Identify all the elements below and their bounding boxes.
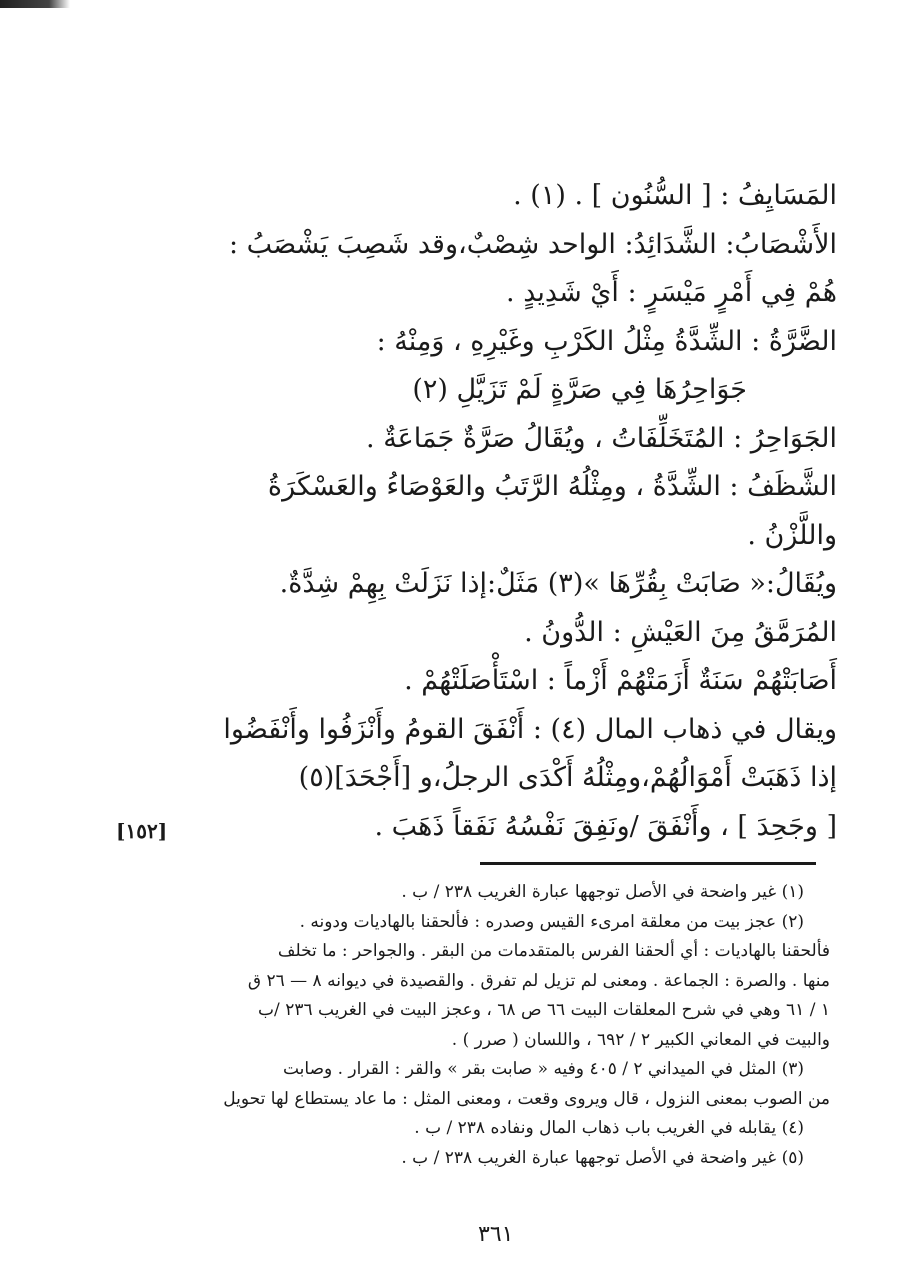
footnote-line: منها . والصرة : الجماعة . ومعنى لم تزيل لم تفرق . والقصيدة في ديوانه ٨ — ٢٦ ق <box>247 970 830 991</box>
text-line: الشَّظَفُ : الشِّدَّةُ ، ومِثْلُهُ الرَّتَبُ والعَوْصَاءُ والعَسْكَرَةُ <box>267 471 837 502</box>
text-line: واللَّزْنُ . <box>747 519 837 551</box>
text-line: أَصَابَتْهُمْ سَنَةٌ أَزَمَتْهُمْ أَزْماً : اسْتَأْصَلَتْهُمْ . <box>404 665 837 696</box>
text-line: الأَشْصَابُ: الشَّدَائِدُ: الواحد شِصْبٌ،وقد شَصِبَ يَشْصَبُ : <box>228 228 837 260</box>
footnote-separator-rule <box>480 862 816 865</box>
footnote-line: (٥) غير واضحة في الأصل توجهها عبارة الغريب ٢٣٨ / ب . <box>401 1147 804 1168</box>
text-line: الجَوَاحِرُ : المُتَخَلِّفَاتُ ، ويُقَالُ صَرَّةٌ جَمَاعَةٌ . <box>366 422 837 454</box>
footnote-line: (١) غير واضحة في الأصل توجهها عبارة الغريب ٢٣٨ / ب . <box>401 882 804 902</box>
manuscript-folio-reference: [١٥٢] <box>116 819 168 843</box>
text-line: إذا ذَهَبَتْ أَمْوَالُهُمْ،ومِثْلُهُ أَكْدَى الرجلُ،و [أَجْحَدَ](٥) <box>298 762 837 793</box>
footnotes-block <box>190 878 830 1173</box>
footnote-line: (٢) عجز بيت من معلقة امرىء القيس وصدره : فألحقنا بالهاديات ودونه . <box>299 911 804 932</box>
footnote-line: ١ / ٦١ وهي في شرح المعلقات البيت ٦٦ ص ٦٨ ، وعجز البيت في الغريب ٢٣٦ /ب <box>258 1000 830 1020</box>
main-text-body <box>157 172 837 851</box>
footnote-line: فألحقنا بالهاديات : أي ألحقنا الفرس بالمتقدمات من البقر . والجواحر : ما تخلف <box>277 941 830 961</box>
page-number: ٣٦١ <box>478 1222 514 1247</box>
footnote-line: (٣) المثل في الميداني ٢ / ٤٠٥ وفيه « صابت بقر » والقر : القرار . وصابت <box>282 1059 804 1079</box>
footnote-line: من الصوب بمعنى النزول ، قال ويروى وقعت ، ومعنى المثل : ما عاد يستطاع لها تحويل <box>223 1088 830 1109</box>
verse-line: جَوَاحِرُهَا فِي صَرَّةٍ لَمْ تَزَيَّلِ (٢) <box>412 374 747 405</box>
text-line: المَسَايِفُ : [ السُّنُون ] . (١) . <box>513 180 837 211</box>
scan-edge-mark <box>0 0 70 8</box>
footnote-line: (٤) يقابله في الغريب باب ذهاب المال ونفاده ٢٣٨ / ب . <box>414 1118 804 1138</box>
text-line: المُرَمَّقُ مِنَ العَيْشِ : الدُّونُ . <box>524 616 837 648</box>
text-line: ويقال في ذهاب المال (٤) : أَنْفَقَ القومُ وأَنْزَفُوا وأَنْفَضُوا <box>223 713 837 745</box>
text-line: ويُقَالُ:« صَابَتْ بِقُرِّهَا »(٣) مَثَلٌ:إذا نَزَلَتْ بِهِمْ شِدَّةٌ. <box>279 568 837 599</box>
footnote-line: والبيت في المعاني الكبير ٢ / ٦٩٢ ، واللسان ( صرر ) . <box>451 1029 830 1050</box>
text-line: [ وجَحِدَ ] ، وأَنْفَقَ /ونَفِقَ نَفْسُهُ نَفَقاً ذَهَبَ . <box>374 810 837 842</box>
text-line: الضَّرَّةُ : الشِّدَّةُ مِثْلُ الكَرْبِ وغَيْرِهِ ، وَمِنْهُ : <box>376 325 837 357</box>
text-line: هُمْ فِي أَمْرٍ مَيْسَرٍ : أَيْ شَدِيدٍ . <box>506 277 837 308</box>
